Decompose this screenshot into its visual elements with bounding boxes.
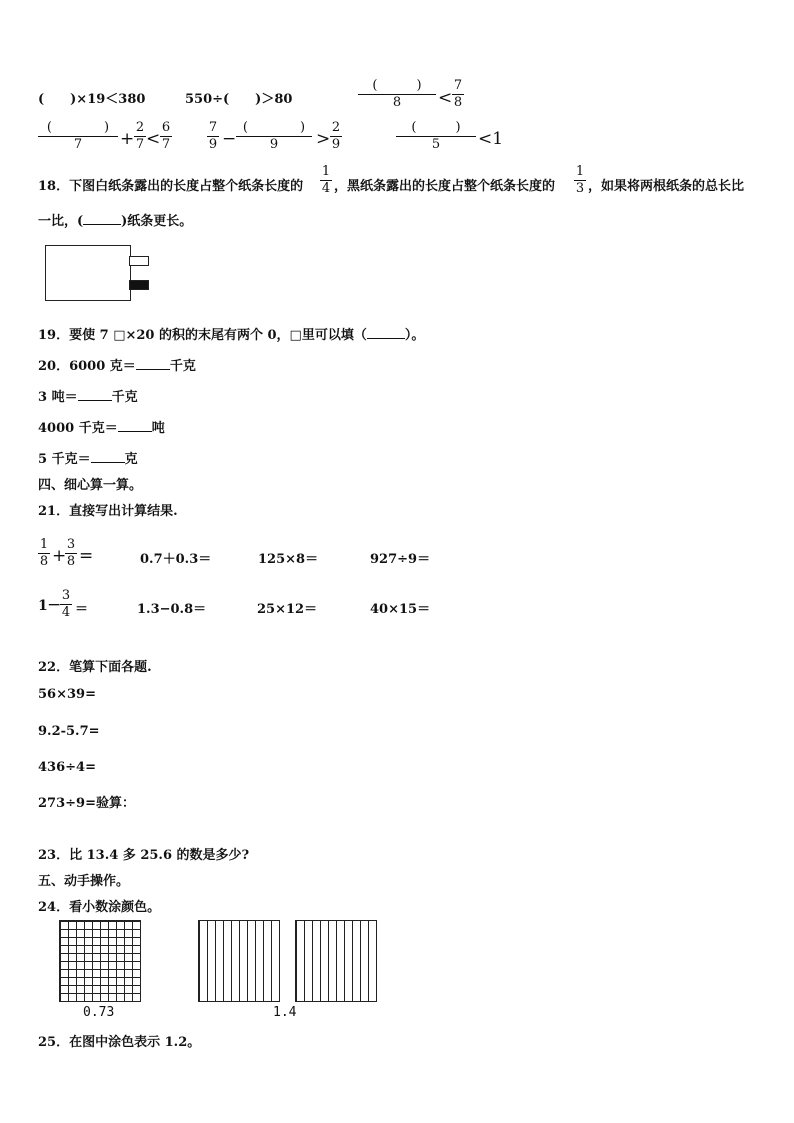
fraction-1-8: 1 8 — [39, 537, 49, 569]
fraction-1-3: 1 3 — [575, 164, 585, 196]
strips-label: 1.4 — [273, 1005, 297, 1020]
answer-blank[interactable] — [118, 431, 152, 432]
q18-text-3: ，如果将两根纸条的总长比 — [588, 179, 745, 194]
tenths-strip-box-2[interactable] — [295, 920, 377, 1002]
greater-than-sign: > — [316, 129, 331, 149]
answer-blank[interactable] — [78, 400, 112, 401]
q22-title: 22．笔算下面各题. — [38, 660, 152, 675]
q20-line-2: 3 吨＝ 千克 — [38, 390, 138, 405]
plus-sign: + — [120, 129, 135, 149]
minus-sign: − — [47, 595, 62, 615]
answer-blank[interactable] — [83, 224, 121, 225]
q18-line-2: 一比，( )纸条更长。 — [38, 214, 193, 229]
equals-sign: ＝ — [75, 602, 89, 617]
q22-item: 56×39= — [38, 687, 96, 702]
calc-40-times-15: 40×15＝ — [370, 602, 431, 617]
q18-text-1: 18．下图白纸条露出的长度占整个纸条长度的 — [38, 179, 304, 194]
answer-blank[interactable] — [136, 369, 170, 370]
numerator-blank[interactable]: ( ) — [372, 78, 422, 93]
fraction-blank-over-5: ( ) 5 — [396, 120, 476, 153]
answer-blank[interactable] — [91, 462, 125, 463]
less-than-sign: < — [146, 129, 161, 149]
q22-item: 9.2-5.7= — [38, 724, 100, 739]
less-than-sign: < — [438, 88, 453, 108]
calc-0-7-plus-0-3: 0.7＋0.3＝ — [140, 552, 212, 567]
hundred-grid[interactable] — [59, 920, 141, 1002]
fraction-2-9: 2 9 — [331, 120, 341, 152]
fraction-7-8: 7 8 — [453, 78, 463, 110]
section-heading-4: 四、细心算一算。 — [38, 478, 143, 493]
fraction-3-4: 3 4 — [61, 588, 71, 620]
white-strip — [129, 256, 149, 266]
tenths-strip-box-1[interactable] — [198, 920, 280, 1002]
black-strip — [129, 280, 149, 290]
q20-line-1: 20．6000 克＝ 千克 — [38, 359, 196, 374]
q22-item: 436÷4= — [38, 760, 96, 775]
q21-title: 21．直接写出计算结果. — [38, 504, 178, 519]
paper-strips-figure — [45, 245, 131, 301]
numerator-blank[interactable]: ( ) — [411, 120, 461, 135]
q19: 19．要使 7 □×20 的积的末尾有两个 0，□里可以填（ ）。 — [38, 328, 425, 343]
calc-125-times-8: 125×8＝ — [258, 552, 319, 567]
grid-label: 0.73 — [83, 1005, 115, 1020]
section-heading-5: 五、动手操作。 — [38, 874, 130, 889]
fraction-7-9: 7 9 — [208, 120, 218, 152]
fraction-1-4: 1 4 — [321, 164, 331, 196]
answer-blank[interactable] — [367, 338, 405, 339]
equals-sign: = — [79, 546, 94, 566]
fraction-blank-over-8: ( ) 8 — [358, 78, 436, 111]
numerator-blank[interactable]: ( ) — [46, 120, 110, 135]
inequality-2: 550÷( )＞80 — [185, 92, 293, 107]
q25: 25．在图中涂色表示 1.2。 — [38, 1035, 201, 1050]
calc-25-times-12: 25×12＝ — [257, 602, 318, 617]
q22-item: 273÷9=验算： — [38, 796, 135, 811]
inequality-1: ( )×19＜380 — [38, 92, 146, 107]
fraction-2-7: 2 7 — [135, 120, 145, 152]
fraction-blank-over-7: ( ) 7 — [38, 120, 118, 153]
q20-line-3: 4000 千克＝ 吨 — [38, 421, 165, 436]
plus-sign: + — [52, 546, 67, 566]
fraction-6-7: 6 7 — [161, 120, 171, 152]
minus-sign: − — [222, 129, 237, 149]
calc-1-3-minus-0-8: 1.3−0.8＝ — [137, 602, 207, 617]
fraction-3-8: 3 8 — [66, 537, 76, 569]
q20-line-4: 5 千克＝ 克 — [38, 452, 138, 467]
q18-text-2: ，黑纸条露出的长度占整个纸条长度的 — [334, 179, 556, 194]
number-one: 1 — [38, 598, 48, 614]
fraction-blank-over-9: ( ) 9 — [236, 120, 312, 153]
q24-title: 24．看小数涂颜色。 — [38, 900, 161, 915]
less-than-one: <1 — [478, 129, 504, 149]
calc-927-div-9: 927÷9＝ — [370, 552, 431, 567]
numerator-blank[interactable]: ( ) — [242, 120, 306, 135]
q23: 23．比 13.4 多 25.6 的数是多少? — [38, 848, 250, 863]
